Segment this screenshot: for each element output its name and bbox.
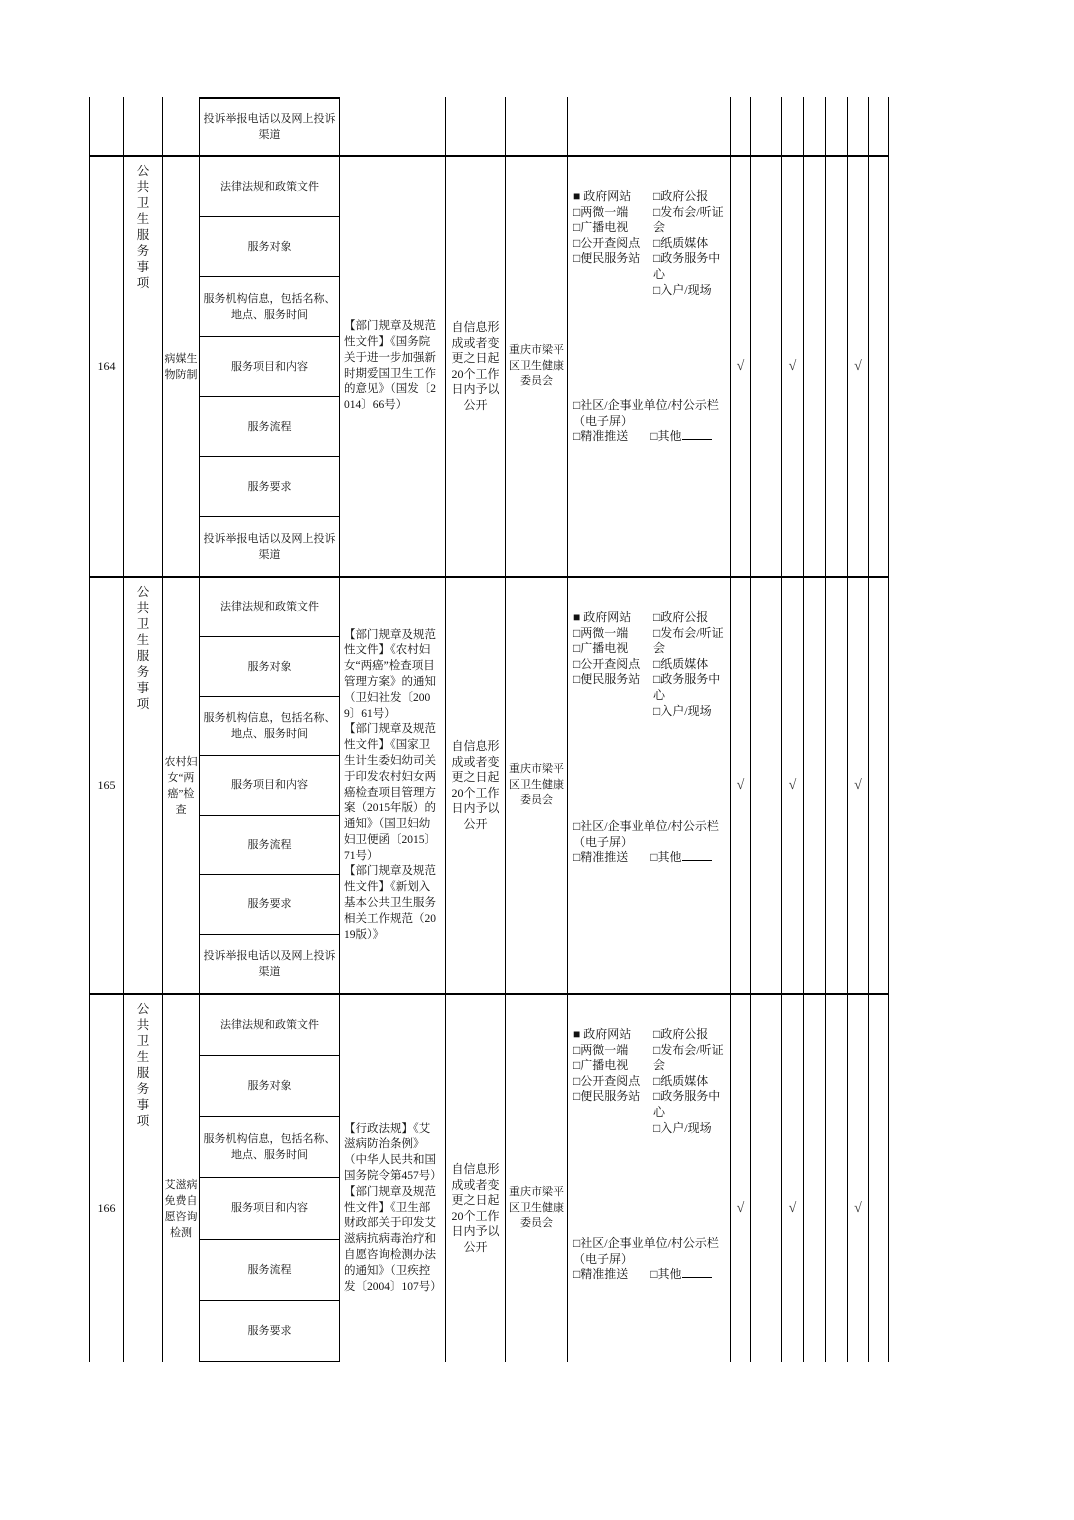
subitem-label: 法律法规和政策文件	[200, 995, 339, 1056]
channel-option: □精准推送	[573, 429, 629, 444]
subitems-column	[200, 97, 340, 155]
publish-timing-text: 自信息形成或者变更之日起20个工作日内予以公开	[451, 1162, 500, 1254]
mark-cell	[804, 995, 826, 1362]
channel-option: □便民服务站	[573, 1089, 641, 1104]
mark-cell	[751, 97, 782, 155]
organization-text: 重庆市梁平区卫生健康委员会	[509, 344, 564, 388]
subitem-label: 投诉举报电话以及网上投诉渠道	[203, 949, 336, 978]
subitem-label: 服务对象	[200, 1056, 339, 1117]
subitem-label: 服务对象	[200, 217, 339, 277]
row-number-cell: 164	[90, 157, 124, 576]
channel-option: □入户/现场	[653, 703, 712, 718]
public-service-disclosure-table	[89, 97, 889, 1362]
row-number-cell: 166	[90, 995, 124, 1362]
channel-option: □两微一端	[573, 204, 629, 219]
channel-bottom-options	[573, 1236, 728, 1283]
channel-checkbox-grid	[573, 1027, 728, 1136]
subitem-label: 服务流程	[200, 397, 339, 457]
organization-cell	[506, 995, 568, 1362]
service-item-cell	[163, 97, 200, 155]
channel-option: □便民服务站	[573, 672, 641, 687]
organization-cell	[506, 578, 568, 993]
channel-option-other: □其他	[650, 850, 711, 866]
mark-cell	[804, 578, 826, 993]
legal-basis-entry: 【行政法规】《艾滋病防治条例》（中华人民共和国国务院令第457号）	[344, 1122, 442, 1182]
subitems-column	[200, 995, 340, 1362]
legal-basis-cell	[340, 578, 446, 993]
subitem-label: 服务要求	[200, 875, 339, 934]
subitem-label: 服务项目和内容	[200, 756, 339, 815]
organization-text: 重庆市梁平区卫生健康委员会	[509, 1186, 564, 1230]
mark-cell	[804, 97, 826, 155]
mark-cell: √	[782, 995, 804, 1362]
mark-cell	[751, 578, 782, 993]
category-label: 公共卫生服务事项	[136, 1002, 150, 1128]
legal-basis-cell	[340, 157, 446, 576]
channel-option: □两微一端	[573, 1042, 629, 1057]
channel-option: □发布会/听证会	[653, 204, 724, 235]
channel-option: □公开查阅点	[573, 235, 641, 250]
channel-option: □入户/现场	[653, 282, 712, 297]
mark-cell: √	[782, 157, 804, 576]
category-cell	[124, 995, 163, 1362]
channels-cell	[568, 995, 731, 1362]
subitem-label: 服务机构信息，包括名称、地点、服务时间	[200, 697, 339, 756]
channel-option: □纸质媒体	[653, 235, 709, 250]
organization-text: 重庆市梁平区卫生健康委员会	[509, 763, 564, 807]
channel-option-other: □其他	[650, 1267, 711, 1283]
category-cell	[124, 157, 163, 576]
organization-cell	[506, 97, 568, 155]
channel-option: □两微一端	[573, 625, 629, 640]
mark-cell	[826, 157, 848, 576]
publish-timing-cell	[446, 157, 506, 576]
spacer	[573, 298, 728, 398]
mark-cell: √	[848, 995, 869, 1362]
mark-cell	[848, 97, 869, 155]
channel-option: □精准推送	[573, 1267, 629, 1282]
blank-underline	[682, 429, 712, 440]
subitem-label: 法律法规和政策文件	[200, 578, 339, 637]
service-item-label: 农村妇女“两癌”检查	[164, 755, 198, 816]
mark-cell: √	[731, 995, 751, 1362]
legal-basis-cell	[340, 995, 446, 1362]
legal-basis-cell	[340, 97, 446, 155]
row-number-cell: 165	[90, 578, 124, 993]
row-number-cell	[90, 97, 124, 155]
subitem-label: 投诉举报电话以及网上投诉渠道	[203, 113, 336, 141]
mark-cell	[869, 97, 889, 155]
channel-option: （电子屏）	[573, 413, 634, 428]
category-cell	[124, 578, 163, 993]
table-row-165	[90, 578, 889, 995]
mark-cell: √	[731, 578, 751, 993]
service-item-label: 艾滋病免费自愿咨询检测	[164, 1178, 198, 1239]
publish-timing-cell	[446, 97, 506, 155]
mark-cell	[782, 97, 804, 155]
mark-cell	[731, 97, 751, 155]
service-item-label: 病媒生物防制	[164, 352, 198, 381]
category-label: 公共卫生服务事项	[136, 164, 150, 290]
channel-option: □公开查阅点	[573, 656, 641, 671]
channel-option-checked: ■ 政府网站	[573, 1027, 632, 1041]
table-row-166	[90, 995, 889, 1362]
channel-option: □纸质媒体	[653, 1073, 709, 1088]
channel-checkbox-grid	[573, 610, 728, 719]
subitem-label: 服务对象	[200, 637, 339, 696]
channel-bottom-options	[573, 398, 728, 445]
mark-cell	[869, 995, 889, 1362]
mark-cell: √	[782, 578, 804, 993]
channel-option: □政府公报	[653, 189, 709, 203]
channel-option: □便民服务站	[573, 251, 641, 266]
publish-timing-cell	[446, 995, 506, 1362]
channel-option: □入户/现场	[653, 1120, 712, 1135]
subitem-label: 服务机构信息，包括名称、地点、服务时间	[200, 277, 339, 337]
subitem-label: 投诉举报电话以及网上投诉渠道	[203, 532, 336, 561]
mark-cell	[826, 97, 848, 155]
channel-option: （电子屏）	[573, 834, 634, 849]
channel-option: □发布会/听证会	[653, 625, 724, 656]
spacer	[573, 719, 728, 819]
channels-cell	[568, 97, 731, 155]
legal-basis-entry: 【部门规章及规范性文件】《新划入基本公共卫生服务相关工作规范（2019版）》	[344, 865, 436, 941]
mark-cell	[869, 578, 889, 993]
channel-option: （电子屏）	[573, 1251, 634, 1266]
page-bottom-clip	[90, 995, 889, 1362]
channel-option-other: □其他	[650, 429, 711, 445]
spacer	[573, 1136, 728, 1236]
channel-option: □公开查阅点	[573, 1073, 641, 1088]
blank-underline	[682, 850, 712, 861]
publish-timing-text: 自信息形成或者变更之日起20个工作日内予以公开	[451, 320, 500, 412]
table-row-164	[90, 157, 889, 578]
channel-option: □政府公报	[653, 610, 709, 624]
service-item-cell	[163, 578, 200, 993]
channel-option: □精准推送	[573, 850, 629, 865]
table-row-partial	[90, 97, 889, 157]
channels-cell	[568, 157, 731, 576]
subitem-label: 服务要求	[200, 1301, 339, 1362]
subitem-label: 服务机构信息，包括名称、地点、服务时间	[200, 1117, 339, 1178]
mark-cell	[804, 157, 826, 576]
subitem-label: 服务项目和内容	[200, 337, 339, 397]
category-cell	[124, 97, 163, 155]
mark-cell	[826, 578, 848, 993]
publish-timing-cell	[446, 578, 506, 993]
channel-bottom-options	[573, 819, 728, 866]
channel-option: □政务服务中心	[653, 251, 721, 281]
channel-option: □政府公报	[653, 1027, 709, 1041]
legal-basis-entry: 【部门规章及规范性文件】《国务院关于进一步加强新时期爱国卫生工作的意见》（国发〔2014〕66号）	[344, 320, 436, 412]
subitems-column	[200, 157, 340, 576]
subitem-label: 服务流程	[200, 1240, 339, 1301]
legal-basis-entry: 【部门规章及规范性文件】《卫生部 财政部关于印发艾滋病抗病毒治疗和自愿咨询检测办法的通知》（卫疾控发〔2004〕107号）	[344, 1185, 442, 1293]
channel-option: □广播电视	[573, 220, 629, 235]
channel-option: □社区/企事业单位/村公示栏	[573, 819, 719, 834]
mark-cell	[751, 995, 782, 1362]
channels-cell	[568, 578, 731, 993]
legal-basis-entry: 【部门规章及规范性文件】《国家卫生计生委妇幼司关于印发农村妇女两癌检查项目管理方案（2015年版）的通知》（国卫妇幼妇卫便函〔2015〕71号）	[344, 723, 436, 862]
channel-option: □广播电视	[573, 1058, 629, 1073]
service-item-cell	[163, 995, 200, 1362]
subitem-label: 服务项目和内容	[200, 1178, 339, 1239]
channel-option: □政务服务中心	[653, 672, 721, 702]
channel-option-checked: ■ 政府网站	[573, 189, 632, 203]
mark-cell: √	[731, 157, 751, 576]
mark-cell	[751, 157, 782, 576]
service-item-cell	[163, 157, 200, 576]
publish-timing-text: 自信息形成或者变更之日起20个工作日内予以公开	[451, 739, 500, 831]
mark-cell	[869, 157, 889, 576]
subitem-label: 法律法规和政策文件	[200, 157, 339, 217]
mark-cell	[826, 995, 848, 1362]
mark-cell: √	[848, 578, 869, 993]
mark-cell: √	[848, 157, 869, 576]
channel-checkbox-grid	[573, 189, 728, 298]
legal-basis-entry: 【部门规章及规范性文件】《农村妇女“两癌”检查项目管理方案》的通知（卫妇社发〔2009〕61号）	[344, 628, 436, 720]
subitem-label: 服务流程	[200, 816, 339, 875]
subitems-column	[200, 578, 340, 993]
subitem-label: 服务要求	[200, 457, 339, 517]
organization-cell	[506, 157, 568, 576]
blank-underline	[682, 1267, 712, 1278]
channel-option: □纸质媒体	[653, 656, 709, 671]
channel-option: □政务服务中心	[653, 1089, 721, 1119]
channel-option-checked: ■ 政府网站	[573, 610, 632, 624]
channel-option: □社区/企事业单位/村公示栏	[573, 1236, 719, 1251]
category-label: 公共卫生服务事项	[136, 585, 150, 711]
channel-option: □社区/企事业单位/村公示栏	[573, 398, 719, 413]
channel-option: □发布会/听证会	[653, 1042, 724, 1073]
channel-option: □广播电视	[573, 641, 629, 656]
